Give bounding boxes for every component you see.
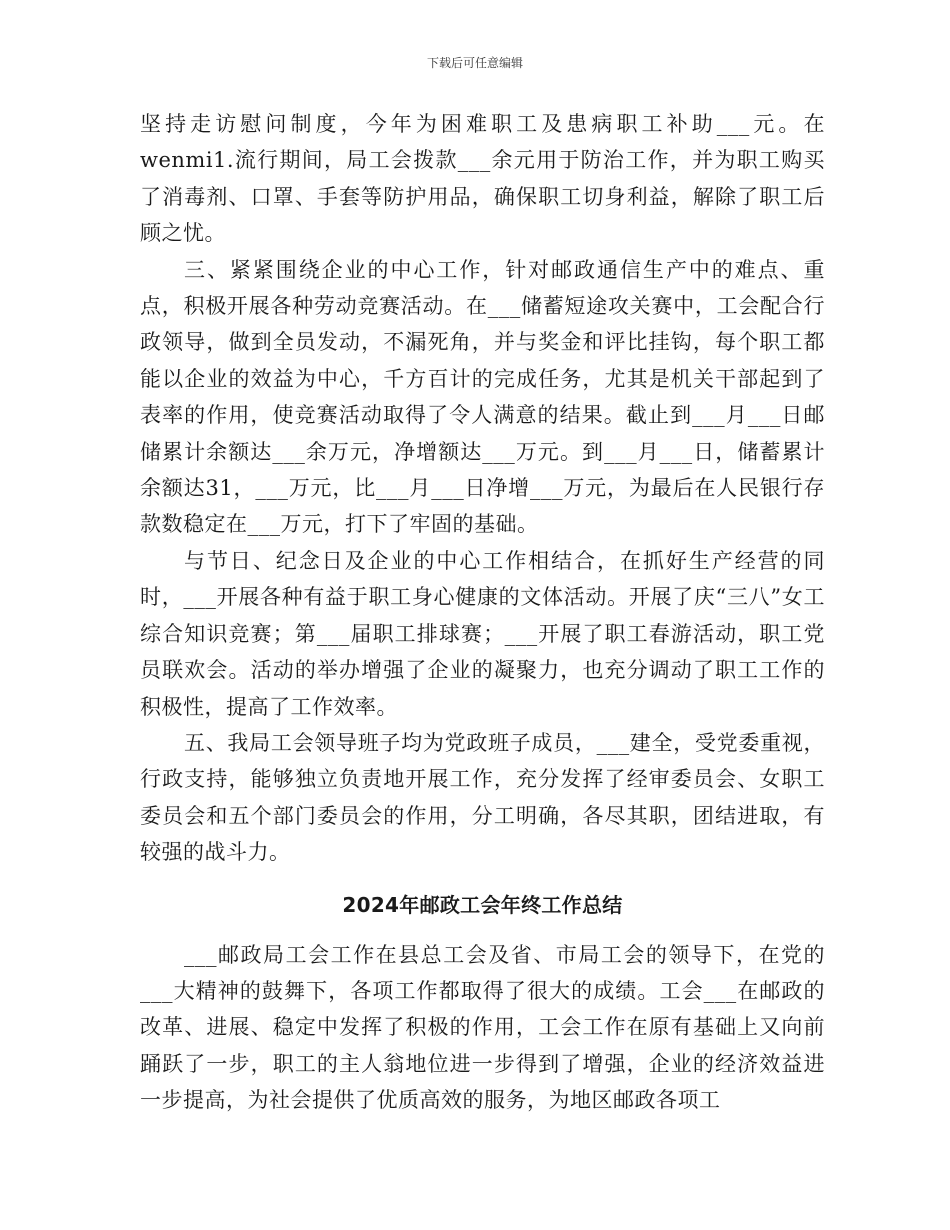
section-title: 2024年邮政工会年终工作总结 bbox=[342, 892, 623, 917]
page-header: 下载后可任意编辑 bbox=[426, 56, 523, 70]
paragraph-cultural-activities: 与节日、纪念日及企业的中心工作相结合，在抓好生产经营的同时，___开展各种有益于职工身心健康的文体活动。开展了庆“三八”女工综合知识竞赛；第___届职工排球赛；___开展了职工春游活动，职工党员联欢会。活动的举办增强了企业的凝聚力，也充分调动了职工工作的积极性，提高了工作效率。 bbox=[140, 548, 825, 719]
paragraph-section-five: 五、我局工会领导班子均为党政班子成员，___建全，受党委重视，行政支持，能够独立负责地开展工作，充分发挥了经审委员会、女职工委员会和五个部门委员会的作用，分工明确，各尽其职，团结进取，有较强的战斗力。 bbox=[140, 730, 825, 865]
document-body bbox=[140, 106, 825, 1119]
paragraph-summary-intro: ___邮政局工会工作在县总工会及省、市局工会的领导下，在党的___大精神的鼓舞下，各项工作都取得了很大的成绩。工会___在邮政的改革、进展、稳定中发挥了积极的作用，工会工作在原有基础上又向前踊跃了一步，职工的主人翁地位进一步得到了增强，企业的经济效益进一步提高，为社会提供了优质高效的服务，为地区邮政各项工 bbox=[140, 942, 825, 1113]
paragraph-section-three: 三、紧紧围绕企业的中心工作，针对邮政通信生产中的难点、重点，积极开展各种劳动竞赛活动。在___储蓄短途攻关赛中，工会配合行政领导，做到全员发动，不漏死角，并与奖金和评比挂钩，每个职工都能以企业的效益为中心，千方百计的完成任务，尤其是机关干部起到了表率的作用，使竞赛活动取得了令人满意的结果。截止到___月___日邮储累计余额达___余万元，净增额达___万元。到___月___日，储蓄累计余额达31，___万元，比___月___日净增___万元，为最后在人民银行存款数稳定在___万元，打下了牢固的基础。 bbox=[140, 257, 825, 537]
paragraph-continuation: 坚持走访慰问制度，今年为困难职工及患病职工补助___元。在wenmi1.流行期间，局工会拨款___余元用于防治工作，并为职工购买了消毒剂、口罩、手套等防护用品，确保职工切身利益，解除了职工后顾之忧。 bbox=[140, 112, 825, 246]
